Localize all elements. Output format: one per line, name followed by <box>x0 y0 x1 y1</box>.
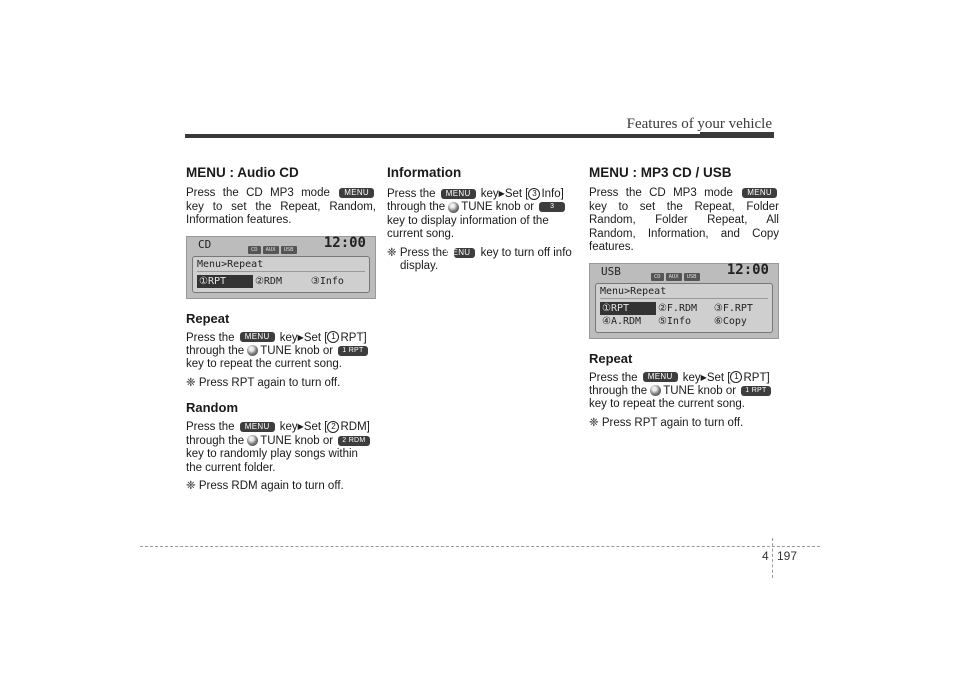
info-instructions <box>387 187 577 242</box>
text: through the <box>387 201 446 214</box>
number-3-icon: 3 <box>528 188 540 200</box>
heading-random: Random <box>186 400 238 416</box>
text: key to display information of the current song. <box>387 214 549 241</box>
tune-knob-icon <box>247 435 258 446</box>
intro-text-pre: Press the CD MP3 mode <box>589 187 733 199</box>
text: TUNE knob or <box>461 201 535 214</box>
cd-menu-screen <box>186 236 376 299</box>
heading-repeat: Repeat <box>186 310 230 326</box>
menu-option-a-rdm: ④A.RDM <box>602 315 642 327</box>
intro-text-pre: Press the CD MP3 mode <box>186 187 330 199</box>
column-information <box>387 165 577 279</box>
number-1-icon: 1 <box>327 331 339 343</box>
text: key <box>279 421 298 434</box>
footer-divider <box>772 538 773 578</box>
arrow-right-icon: ▶ <box>498 189 505 198</box>
repeat-note: ❈ Press RPT again to turn off. <box>589 416 744 429</box>
screen-menu-title: Menu>Repeat <box>600 286 768 299</box>
menu-option-rpt: ①RPT <box>197 275 253 288</box>
text: Set [ <box>303 421 328 434</box>
heading-menu-audio-cd: MENU : Audio CD <box>186 165 299 180</box>
tune-knob-icon <box>650 385 661 396</box>
screen-menu-options <box>197 275 365 288</box>
screen-mode-label: CD <box>198 237 212 251</box>
menu-option-rpt: ①RPT <box>600 302 656 315</box>
column-mp3-usb <box>589 165 779 435</box>
repeat-instructions <box>589 371 779 412</box>
section-title: Features of your vehicle <box>626 116 772 132</box>
source-tag-aux: AUX <box>666 273 682 281</box>
text: key <box>480 187 499 200</box>
rdm-key-icon: 2 RDM <box>338 436 369 446</box>
info-key-icon: 3 <box>539 202 565 212</box>
rpt-key-icon: 1 RPT <box>741 386 770 396</box>
menu-key-icon: MENU <box>643 372 678 382</box>
screen-clock: 12:00 <box>726 261 769 278</box>
text: through the <box>186 434 245 447</box>
screen-topbar <box>192 234 370 253</box>
menu-key-icon: MENU <box>240 332 275 342</box>
header-rule <box>185 134 774 138</box>
menu-option-f-rpt: ③F.RPT <box>713 302 753 314</box>
audio-cd-intro <box>186 187 376 228</box>
text: Info] <box>541 187 564 200</box>
heading-menu-mp3-usb: MENU : MP3 CD / USB <box>589 165 732 180</box>
text: key to randomly play songs within the current folder. <box>186 448 358 474</box>
source-tag-aux: AUX <box>263 246 279 254</box>
text: key to repeat the current song. <box>186 358 342 371</box>
menu-key-icon: MENU <box>742 188 777 198</box>
repeat-note: ❈ Press RPT again to turn off. <box>186 376 341 389</box>
text: key <box>682 371 701 384</box>
text: RPT] <box>743 371 770 384</box>
source-tag-cd: CD <box>651 273 664 281</box>
screen-mode-label: USB <box>601 264 621 278</box>
menu-option-rdm: ②RDM <box>254 275 282 287</box>
text: Set [ <box>706 371 731 384</box>
text: RDM] <box>340 421 370 434</box>
number-2-icon: 2 <box>327 421 339 433</box>
screen-menu-options <box>600 302 768 328</box>
menu-option-info: ⑤Info <box>657 315 691 327</box>
column-audio-cd <box>186 165 376 499</box>
header-rule-accent <box>700 132 774 138</box>
text: Set [ <box>504 187 529 200</box>
menu-option-copy: ⑥Copy <box>713 315 747 327</box>
arrow-right-icon: ▶ <box>297 422 304 432</box>
rpt-key-icon: 1 RPT <box>338 346 367 356</box>
random-instructions <box>186 420 376 475</box>
screen-topbar <box>595 261 773 280</box>
source-tag-usb: USB <box>281 246 297 254</box>
number-1-icon: 1 <box>730 371 742 383</box>
text: TUNE knob or <box>260 434 334 447</box>
screen-clock: 12:00 <box>323 234 366 251</box>
text: key <box>279 331 298 344</box>
text: Press the <box>186 331 235 344</box>
text: key to repeat the current song. <box>589 398 745 411</box>
menu-option-f-rdm: ②F.RDM <box>657 302 698 314</box>
menu-key-icon: MENU <box>441 189 476 199</box>
screen-menu-title: Menu>Repeat <box>197 259 365 272</box>
text: Press the <box>186 421 235 434</box>
text: Press the <box>589 371 638 384</box>
footer-dashed-rule <box>140 546 820 547</box>
screen-menu-box <box>595 283 773 333</box>
text: Set [ <box>303 331 328 344</box>
arrow-right-icon: ▶ <box>297 332 304 342</box>
text: RPT] <box>340 331 367 344</box>
screen-menu-box <box>192 256 370 293</box>
text: ❈ Press the <box>387 246 449 259</box>
menu-key-icon: MENU <box>240 422 275 432</box>
chapter-number: 4 <box>762 549 769 563</box>
random-note: ❈ Press RDM again to turn off. <box>186 480 344 493</box>
text: TUNE knob or <box>663 384 737 397</box>
heading-repeat: Repeat <box>589 350 633 366</box>
source-tag-cd: CD <box>248 246 261 254</box>
mp3-usb-intro <box>589 187 779 255</box>
menu-key-icon: MENU <box>454 248 476 258</box>
repeat-instructions <box>186 331 376 372</box>
text: Press the <box>387 187 436 200</box>
arrow-right-icon: ▶ <box>700 372 707 382</box>
menu-key-icon: MENU <box>339 188 374 198</box>
usb-menu-screen <box>589 263 779 339</box>
tune-knob-icon <box>247 345 258 356</box>
text: through the <box>589 384 648 397</box>
info-note <box>387 247 577 274</box>
text: TUNE knob or <box>260 344 334 357</box>
tune-knob-icon <box>448 202 459 213</box>
page-number: 197 <box>777 549 798 563</box>
text: through the <box>186 344 245 357</box>
intro-text-post: key to set the Repeat, Folder Random, Folder Repeat, All Random, Information, and Copy features. <box>589 200 779 253</box>
source-tags <box>248 241 299 255</box>
menu-option-info: ③Info <box>310 275 344 287</box>
text: key to turn off info display. <box>400 246 572 273</box>
source-tag-usb: USB <box>684 273 700 281</box>
heading-information: Information <box>387 165 462 180</box>
intro-text-post: key to set the Repeat, Random, Information features. <box>186 200 376 226</box>
source-tags <box>651 268 702 282</box>
